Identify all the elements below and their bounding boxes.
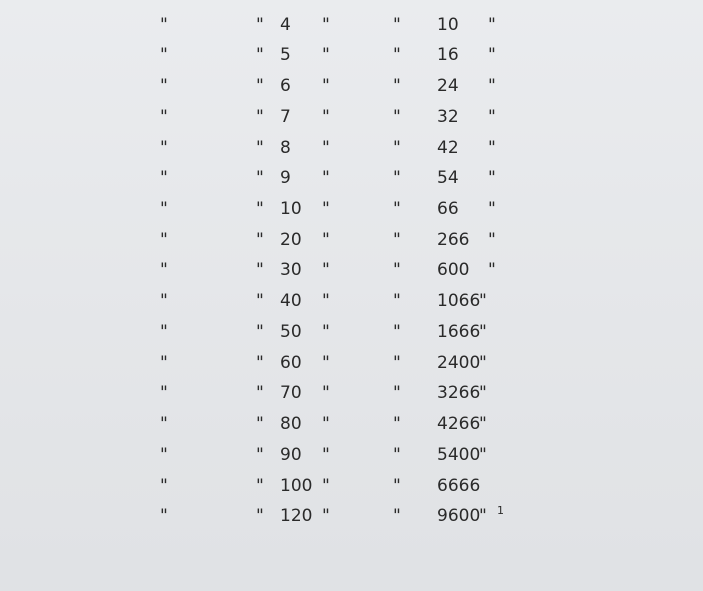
ditto-mark: "	[393, 414, 401, 434]
ditto-mark: "	[256, 260, 264, 280]
table-row	[0, 39, 703, 71]
second-value: 16	[437, 45, 459, 65]
ditto-mark: "	[488, 230, 496, 250]
second-value: 600	[437, 260, 470, 280]
ditto-mark: "	[322, 138, 330, 158]
ditto-mark: "	[479, 445, 487, 465]
ditto-mark: "	[256, 322, 264, 342]
second-value: 9600	[437, 506, 481, 526]
ditto-mark: "	[488, 15, 496, 35]
ditto-mark: "	[160, 291, 168, 311]
first-value: 10	[280, 199, 302, 219]
ditto-mark: "	[160, 15, 168, 35]
ditto-mark: "	[322, 506, 330, 526]
ditto-mark: "	[160, 260, 168, 280]
second-value: 6666	[437, 476, 481, 496]
ditto-mark: "	[322, 76, 330, 96]
ditto-mark: "	[393, 322, 401, 342]
ditto-mark: "	[322, 230, 330, 250]
table-row	[0, 162, 703, 194]
ditto-mark: "	[393, 199, 401, 219]
first-value: 80	[280, 414, 302, 434]
first-value: 8	[280, 138, 291, 158]
second-value: 66	[437, 199, 459, 219]
ditto-mark: "	[488, 45, 496, 65]
footnote-container	[491, 500, 504, 534]
ditto-mark: "	[160, 168, 168, 188]
ditto-mark: "	[160, 414, 168, 434]
ditto-mark: "	[256, 383, 264, 403]
ditto-mark: "	[488, 76, 496, 96]
second-value: 10	[437, 15, 459, 35]
ditto-mark: "	[393, 45, 401, 65]
second-value: 4266	[437, 414, 481, 434]
first-value: 30	[280, 260, 302, 280]
ditto-mark: "	[160, 45, 168, 65]
footnote-marker: 1	[497, 504, 504, 517]
ditto-mark: "	[393, 15, 401, 35]
ditto-mark: "	[256, 445, 264, 465]
second-value: 2400	[437, 353, 481, 373]
ditto-mark: "	[393, 230, 401, 250]
ditto-mark: "	[322, 45, 330, 65]
first-value: 7	[280, 107, 291, 127]
second-value: 54	[437, 168, 459, 188]
ditto-mark: "	[393, 506, 401, 526]
table-row	[0, 439, 703, 471]
ditto-mark: "	[393, 383, 401, 403]
table-row	[0, 316, 703, 348]
table-row	[0, 377, 703, 409]
second-value: 1066	[437, 291, 481, 311]
first-value: 5	[280, 45, 291, 65]
ditto-mark: "	[322, 15, 330, 35]
ditto-mark: "	[393, 76, 401, 96]
ditto-mark: "	[488, 260, 496, 280]
table-row	[0, 193, 703, 225]
second-value: 5400	[437, 445, 481, 465]
ditto-mark: "	[488, 138, 496, 158]
table-row	[0, 101, 703, 133]
second-value: 3266	[437, 383, 481, 403]
ditto-mark: "	[256, 76, 264, 96]
ditto-mark: "	[160, 506, 168, 526]
ditto-mark: "	[322, 107, 330, 127]
table-row	[0, 347, 703, 379]
ditto-mark: "	[479, 353, 487, 373]
second-value: 24	[437, 76, 459, 96]
first-value: 100	[280, 476, 313, 496]
ditto-mark: "	[322, 476, 330, 496]
table-row	[0, 285, 703, 317]
ditto-mark: "	[160, 322, 168, 342]
ditto-mark: "	[322, 322, 330, 342]
ditto-mark: "	[256, 168, 264, 188]
ditto-mark: "	[393, 353, 401, 373]
table-row	[0, 470, 703, 502]
ditto-mark: "	[479, 414, 487, 434]
ditto-mark: "	[479, 291, 487, 311]
ditto-mark: "	[256, 45, 264, 65]
ditto-mark: "	[256, 15, 264, 35]
table-row	[0, 70, 703, 102]
first-value: 70	[280, 383, 302, 403]
ditto-mark: "	[256, 291, 264, 311]
ditto-mark: "	[256, 476, 264, 496]
ditto-mark: "	[393, 476, 401, 496]
second-value: 266	[437, 230, 470, 250]
ditto-mark: "	[488, 168, 496, 188]
table-row	[0, 408, 703, 440]
ditto-mark: "	[322, 414, 330, 434]
first-value: 60	[280, 353, 302, 373]
ditto-mark: "	[479, 506, 487, 526]
ditto-mark: "	[160, 138, 168, 158]
table-row	[0, 500, 703, 532]
table-row	[0, 9, 703, 41]
ditto-mark: "	[160, 199, 168, 219]
ditto-mark: "	[479, 383, 487, 403]
ditto-mark: "	[256, 199, 264, 219]
ditto-mark: "	[393, 260, 401, 280]
table-row	[0, 254, 703, 286]
second-value: 42	[437, 138, 459, 158]
table-row	[0, 132, 703, 164]
ditto-mark: "	[322, 383, 330, 403]
ditto-mark: "	[488, 107, 496, 127]
ditto-mark: "	[488, 199, 496, 219]
ditto-mark: "	[393, 138, 401, 158]
first-value: 9	[280, 168, 291, 188]
ditto-mark: "	[322, 353, 330, 373]
ditto-mark: "	[256, 107, 264, 127]
ditto-mark: "	[393, 168, 401, 188]
ditto-mark: "	[322, 445, 330, 465]
second-value: 1666	[437, 322, 481, 342]
ditto-mark: "	[160, 230, 168, 250]
ditto-mark: "	[393, 291, 401, 311]
first-value: 90	[280, 445, 302, 465]
ditto-mark: "	[393, 107, 401, 127]
ditto-mark: "	[479, 322, 487, 342]
second-value: 32	[437, 107, 459, 127]
first-value: 120	[280, 506, 313, 526]
ditto-mark: "	[160, 107, 168, 127]
ditto-mark: "	[256, 506, 264, 526]
ditto-mark: "	[322, 168, 330, 188]
first-value: 50	[280, 322, 302, 342]
ditto-mark: "	[160, 353, 168, 373]
ditto-mark: "	[256, 138, 264, 158]
first-value: 40	[280, 291, 302, 311]
table-row	[0, 224, 703, 256]
ditto-mark: "	[256, 414, 264, 434]
first-value: 20	[280, 230, 302, 250]
ditto-mark: "	[256, 230, 264, 250]
first-value: 4	[280, 15, 291, 35]
ditto-mark: "	[160, 476, 168, 496]
ditto-mark: "	[322, 291, 330, 311]
ditto-mark: "	[160, 76, 168, 96]
ditto-mark: "	[160, 445, 168, 465]
ditto-mark: "	[322, 260, 330, 280]
ditto-mark: "	[322, 199, 330, 219]
ditto-mark: "	[160, 383, 168, 403]
ditto-mark: "	[256, 353, 264, 373]
first-value: 6	[280, 76, 291, 96]
ditto-mark: "	[393, 445, 401, 465]
